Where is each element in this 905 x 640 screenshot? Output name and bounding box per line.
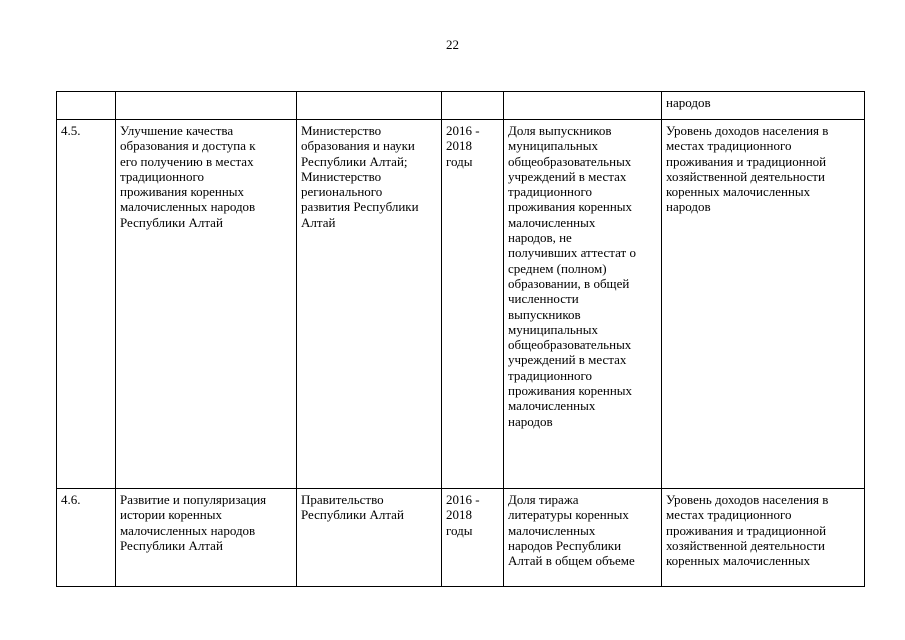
measures-table	[56, 91, 865, 587]
page-number: 22	[446, 37, 459, 52]
cell-number	[57, 92, 116, 120]
cell-measure: Улучшение качества образования и доступа к его получению в местах традиционного проживания коренных малочисленных народов Республики Алтай	[116, 120, 297, 489]
cell-executor: Министерство образования и науки Республики Алтай; Министерство регионального развития Республики Алтай	[297, 120, 442, 489]
cell-target: Уровень доходов населения в местах традиционного проживания и традиционной хозяйственной деятельности коренных малочисленных народов	[662, 120, 865, 489]
table-row	[57, 489, 865, 587]
cell-indicator: Доля тиража литературы коренных малочисленных народов Республики Алтай в общем объеме	[504, 489, 662, 587]
cell-target: Уровень доходов населения в местах традиционного проживания и традиционной хозяйственной деятельности коренных малочисленных	[662, 489, 865, 587]
cell-period: 2016 - 2018 годы	[442, 489, 504, 587]
cell-target: народов	[662, 92, 865, 120]
cell-executor: Правительство Республики Алтай	[297, 489, 442, 587]
cell-measure	[116, 92, 297, 120]
cell-indicator: Доля выпускников муниципальных общеобразовательных учреждений в местах традиционного проживания коренных малочисленных народов, не получивших аттестат о среднем (полном) образовании, в общей численности выпускников муниципальных общеобразовательных учреждений в местах традиционного проживания коренных малочисленных народов	[504, 120, 662, 489]
cell-number: 4.5.	[57, 120, 116, 489]
cell-indicator	[504, 92, 662, 120]
table-row	[57, 120, 865, 489]
cell-period	[442, 92, 504, 120]
table-row-continuation	[57, 92, 865, 120]
cell-period: 2016 - 2018 годы	[442, 120, 504, 489]
cell-measure: Развитие и популяризация истории коренных малочисленных народов Республики Алтай	[116, 489, 297, 587]
cell-number: 4.6.	[57, 489, 116, 587]
cell-executor	[297, 92, 442, 120]
